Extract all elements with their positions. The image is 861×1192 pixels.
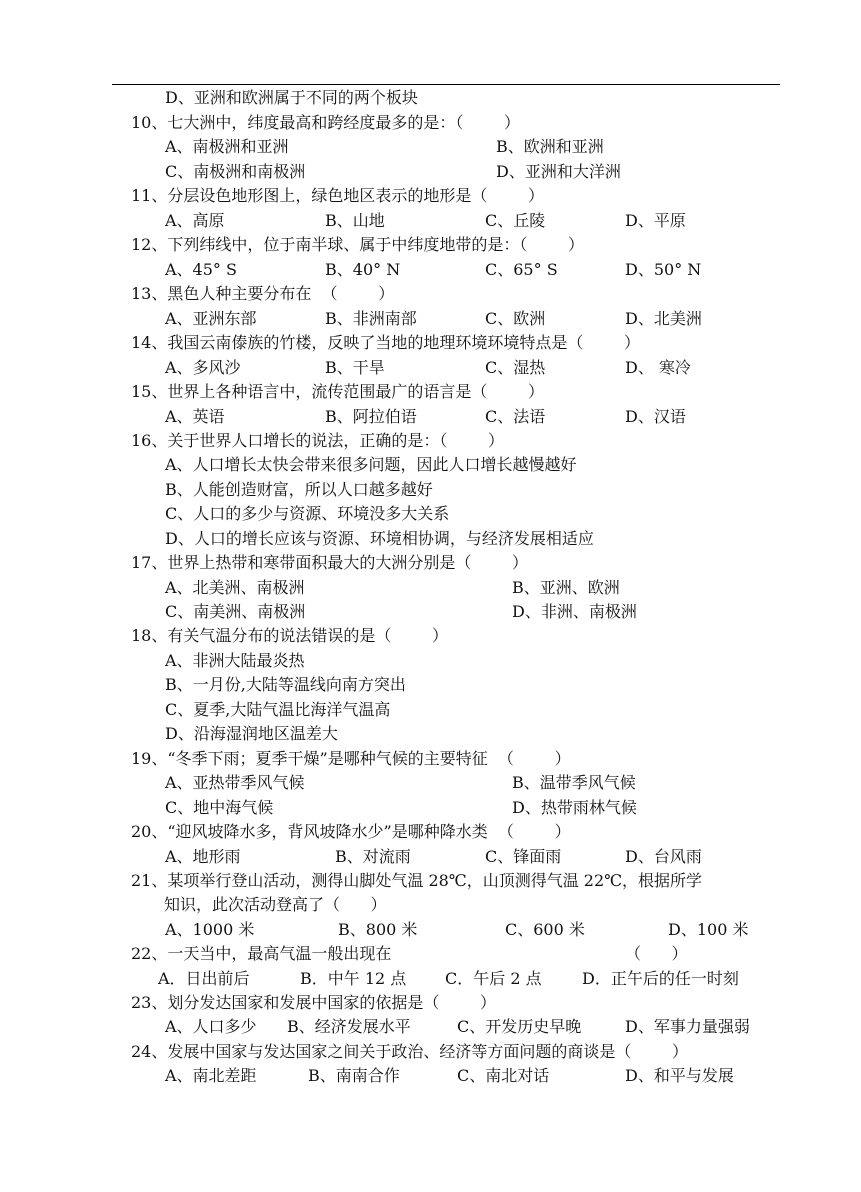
answer-option: A、人口多少 [165,1017,257,1036]
answer-option: B、温带季风气候 [512,773,636,792]
answer-option: A、高原 [165,211,225,230]
answer-option: B．中午 12 点 [300,969,407,988]
answer-option: B、人能创造财富，所以人口越多越好 [165,480,433,499]
answer-option: D、人口的增长应该与资源、环境相协调，与经济发展相适应 [165,529,594,548]
answer-option: C、南美洲、南极洲 [165,602,306,621]
answer-option: B、非洲南部 [325,309,417,328]
question-text: 14、我国云南傣族的竹楼，反映了当地的地理环境环境特点是（ ） [131,333,641,352]
answer-option: C、开发历史早晚 [457,1017,582,1036]
answer-option: D、亚洲和大洋洲 [496,162,621,181]
answer-option: B、经济发展水平 [287,1017,411,1036]
question-text: 16、关于世界人口增长的说法，正确的是：（ ） [131,431,505,450]
question-text: 24、发展中国家与发达国家之间关于政治、经济等方面问题的商谈是（ ） [131,1042,689,1061]
answer-option: D、100 米 [668,920,749,939]
answer-option: A、地形雨 [165,847,241,866]
answer-option: B、山地 [325,211,385,230]
answer-option: D、北美洲 [625,309,702,328]
answer-option: A、南极洲和亚洲 [165,137,289,156]
answer-option: A、亚热带季风气候 [165,773,305,792]
question-text: 23、划分发达国家和发展中国家的依据是（ ） [131,993,497,1012]
answer-option: C、南北对话 [457,1066,550,1085]
answer-option: C、65° S [485,260,558,279]
answer-option: D、和平与发展 [625,1066,734,1085]
answer-option: B、干旱 [325,358,385,377]
question-text: 12、下列纬线中，位于南半球、属于中纬度地带的是：（ ） [131,235,585,254]
answer-option: B、一月份,大陆等温线向南方突出 [165,675,406,694]
answer-option: C、人口的多少与资源、环境没多大关系 [165,504,450,523]
answer-option: C．午后 2 点 [445,969,542,988]
answer-option: D、 寒冷 [625,358,691,377]
answer-option: C、丘陵 [485,211,546,230]
answer-option: D、军事力量强弱 [625,1017,750,1036]
answer-option: A、非洲大陆最炎热 [165,651,305,670]
answer-option: B、40° N [325,260,401,279]
answer-option: A、英语 [165,407,225,426]
answer-option: A、1000 米 [165,920,255,939]
answer-option: C、锋面雨 [485,847,562,866]
answer-option: D、台风雨 [625,847,702,866]
answer-option: A、多风沙 [165,358,241,377]
answer-option: B、对流雨 [335,847,411,866]
answer-option: D．正午后的任一时刻 [582,969,739,988]
answer-option: B、亚洲、欧洲 [512,578,620,597]
answer-option: A、45° S [165,260,237,279]
answer-option: C、南极洲和南极洲 [165,162,306,181]
answer-option: A、人口增长太快会带来很多问题，因此人口增长越慢越好 [165,455,577,474]
answer-option: B、南南合作 [308,1066,400,1085]
answer-option: C、法语 [485,407,546,426]
question-text: 11、分层设色地形图上，绿色地区表示的地形是（ ） [131,186,545,205]
answer-option: D、50° N [625,260,702,279]
question-text: 22、一天当中，最高气温一般出现在 [131,944,392,963]
question-text: 21、某项举行登山活动，测得山脚处气温 28℃，山顶测得气温 22℃，根据所学 [131,871,703,890]
answer-option: A、南北差距 [165,1066,257,1085]
question-text: 17、世界上热带和寒带面积最大的大洲分别是（ ） [131,553,529,572]
answer-option: A、亚洲东部 [165,309,257,328]
question-text: 15、世界上各种语言中，流传范围最广的语言是（ ） [131,382,545,401]
question-text: 知识，此次活动登高了（ ） [164,895,387,914]
question-text: 13、黑色人种主要分布在 （ ） [131,284,395,303]
answer-option: C、夏季,大陆气温比海洋气温高 [165,700,391,719]
answer-option: D、非洲、南极洲 [512,602,637,621]
answer-option: D、平原 [625,211,686,230]
answer-option: B、阿拉伯语 [325,407,417,426]
answer-option: A．日出前后 [158,969,250,988]
answer-option: B、欧洲和亚洲 [496,137,604,156]
answer-option: D、热带雨林气候 [512,798,637,817]
answer-option: B、800 米 [338,920,418,939]
answer-option: C、欧洲 [485,309,546,328]
answer-option: C、湿热 [485,358,546,377]
question-text: 19、“冬季下雨；夏季干燥”是哪种气候的主要特征 （ ） [131,749,571,768]
question-text: 20、“迎风坡降水多，背风坡降水少”是哪种降水类 （ ） [131,822,571,841]
answer-option: D、亚洲和欧洲属于不同的两个板块 [165,88,418,107]
question-text: 18、有关气温分布的说法错误的是（ ） [131,626,449,645]
question-text: 10、七大洲中，纬度最高和跨经度最多的是：（ ） [131,113,521,132]
answer-option: C、600 米 [505,920,585,939]
question-text: （ ） [625,944,688,963]
answer-option: D、汉语 [625,407,686,426]
answer-option: A、北美洲、南极洲 [165,578,305,597]
answer-option: C、地中海气候 [165,798,274,817]
answer-option: D、沿海湿润地区温差大 [165,724,338,743]
header-rule [112,84,780,85]
